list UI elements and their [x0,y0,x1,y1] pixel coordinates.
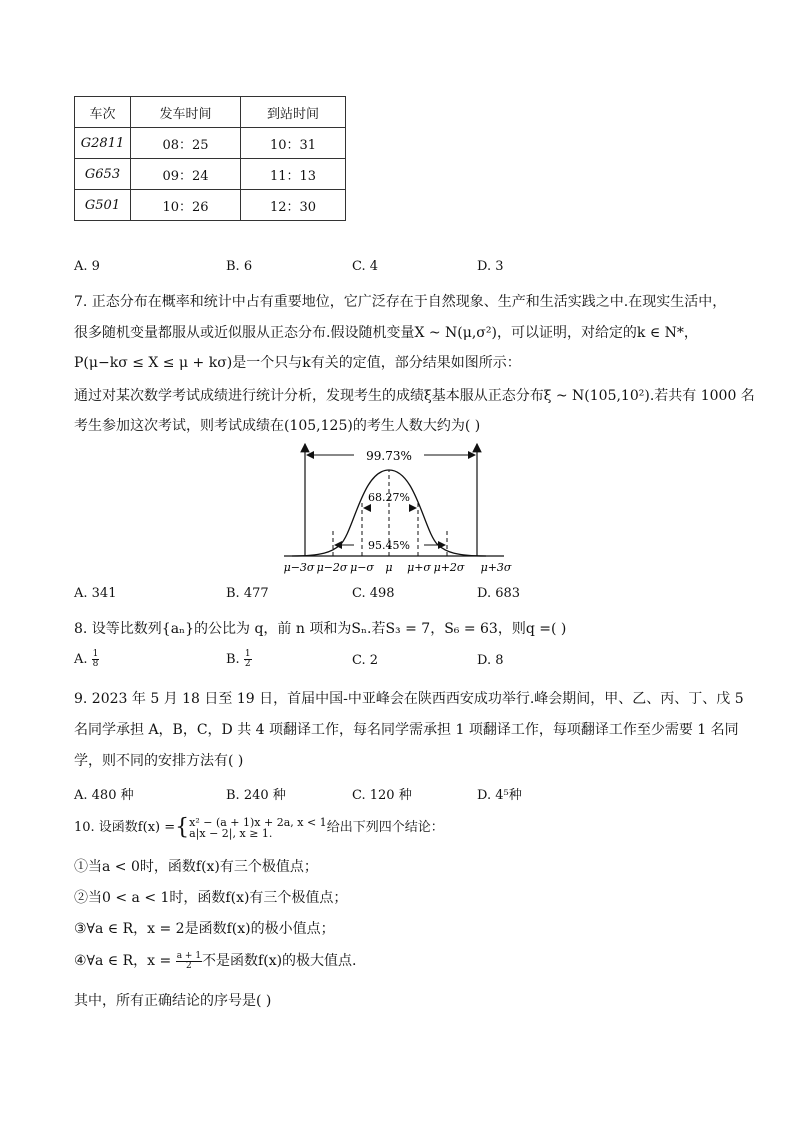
q8-option-d: D. 8 [477,653,504,668]
column-header: 车次 [75,97,131,128]
train-schedule-table [74,96,346,221]
q8-option-b-fraction [244,650,252,669]
q6-option-a: A. 9 [74,259,100,274]
q10-conclusion-3: ③∀a ∈ R，x = 2是函数f(x)的极小值点； [74,921,335,937]
case-1: x² − (a + 1)x + 2a, x < 1 [189,815,327,829]
q8-option-a-label: A. [74,652,88,667]
q10-stem: 10. 设函数f(x) ={ x² − (a + 1)x + 2a, x < 1 a|x − 2|, x ≥ 1. 给出下列四个结论： [74,815,444,840]
q7-option-b: B. 477 [226,586,269,601]
column-header: 发车时间 [131,97,241,128]
q9-line-1: 9. 2023 年 5 月 18 日至 19 日，首届中国-中亚峰会在陕西西安成功举行.峰会期间，甲、乙、丙、丁、戊 5 [74,691,744,707]
q10-conclusion-1: ①当a < 0时，函数f(x)有三个极值点； [74,859,318,875]
q6-option-b: B. 6 [226,259,253,274]
fraction-numerator: a + 1 [176,950,202,961]
table-cell: 12：30 [241,190,346,221]
fraction-denominator: 2 [186,960,192,971]
q7-option-c: C. 498 [352,586,395,601]
table-row [75,190,346,221]
fraction-numerator: 1 [92,649,99,659]
q7-line-5: 考生参加这次考试，则考试成绩在(105,125)的考生人数大约为( ) [74,418,481,434]
label-99-73: 99.73% [366,449,412,463]
q8-option-b [226,650,252,669]
table-cell: 10：26 [131,190,241,221]
label-95-45: 95.45% [368,539,410,552]
q9-option-a: A. 480 种 [74,788,134,803]
q9-option-b: B. 240 种 [226,788,286,803]
table-cell: 08：25 [131,128,241,159]
piecewise-cases [189,817,327,839]
q6-option-d: D. 3 [477,259,504,274]
tick-label-mu-minus-sigma: μ−σ [350,561,374,574]
q7-line-4: 通过对某次数学考试成绩进行统计分析，发现考生的成绩ξ基本服从正态分布ξ ~ N(105,10²).若共有 1000 名 [74,388,755,404]
q9-option-d: D. 4⁵种 [477,788,522,803]
case-2: a|x − 2|, x ≥ 1. [189,826,273,840]
q7-line-1: 7. 正态分布在概率和统计中占有重要地位，它广泛存在于自然现象、生产和生活实践之中.在现实生活中， [74,294,727,310]
tick-label-mu-minus-2sigma: μ−2σ [316,561,348,574]
fraction-denominator: 8 [92,659,99,669]
q10-conclusion-2: ②当0 < a < 1时，函数f(x)有三个极值点； [74,890,348,906]
q8-stem: 8. 设等比数列{aₙ}的公比为 q，前 n 项和为Sₙ.若S₃ = 7，S₆ = 63，则q =( ) [74,621,567,637]
q10-question: 其中，所有正确结论的序号是( ) [74,993,272,1009]
q6-option-c: C. 4 [352,259,379,274]
q7-line-3: P(μ−kσ ≤ X ≤ μ + kσ)是一个只与k有关的定值，部分结果如图所示： [74,355,521,371]
q7-option-a: A. 341 [74,586,117,601]
column-header: 到站时间 [241,97,346,128]
table-cell: G2811 [75,128,131,159]
table-header-row [75,97,346,128]
table-row [75,128,346,159]
q8-option-b-label: B. [226,652,240,667]
table-cell: 11：13 [241,159,346,190]
q8-option-a [74,650,99,669]
q10-stem-start: 10. 设函数f(x) = [74,820,176,835]
table-cell: 10：31 [241,128,346,159]
table-row [75,159,346,190]
fraction-denominator: 2 [244,659,251,669]
tick-label-mu: μ [385,561,393,574]
fraction-numerator: 1 [244,649,251,659]
q10-conclusion-4 [74,950,357,971]
q9-line-2: 名同学承担 A，B，C，D 共 4 项翻译工作，每名同学需承担 1 项翻译工作，每项翻译工作至少需要 1 名同 [74,722,739,738]
q7-option-d: D. 683 [477,586,521,601]
tick-label-mu-plus-3sigma: μ+3σ [480,561,512,574]
tick-label-mu-plus-sigma: μ+σ [407,561,431,574]
table-cell: 09：24 [131,159,241,190]
q10-c4-start: ④∀a ∈ R，x = [74,953,172,969]
q10-c4-end: 不是函数f(x)的极大值点. [202,953,357,969]
q7-line-2: 很多随机变量都服从或近似服从正态分布.假设随机变量X ~ N(μ,σ²)，可以证明，对给定的k ∈ N*， [74,325,698,341]
q10-c4-fraction [176,952,202,971]
q9-option-c: C. 120 种 [352,788,412,803]
tick-label-mu-plus-2sigma: μ+2σ [433,561,465,574]
q9-line-3: 学，则不同的安排方法有( ) [74,753,244,769]
table-cell: G653 [75,159,131,190]
q10-stem-end: 给出下列四个结论： [326,820,444,835]
label-68-27: 68.27% [368,491,410,504]
normal-distribution-figure [282,440,522,580]
tick-label-mu-minus-3sigma: μ−3σ [283,561,315,574]
q8-option-a-fraction [92,650,100,669]
table-cell: G501 [75,190,131,221]
q8-option-c: C. 2 [352,653,379,668]
